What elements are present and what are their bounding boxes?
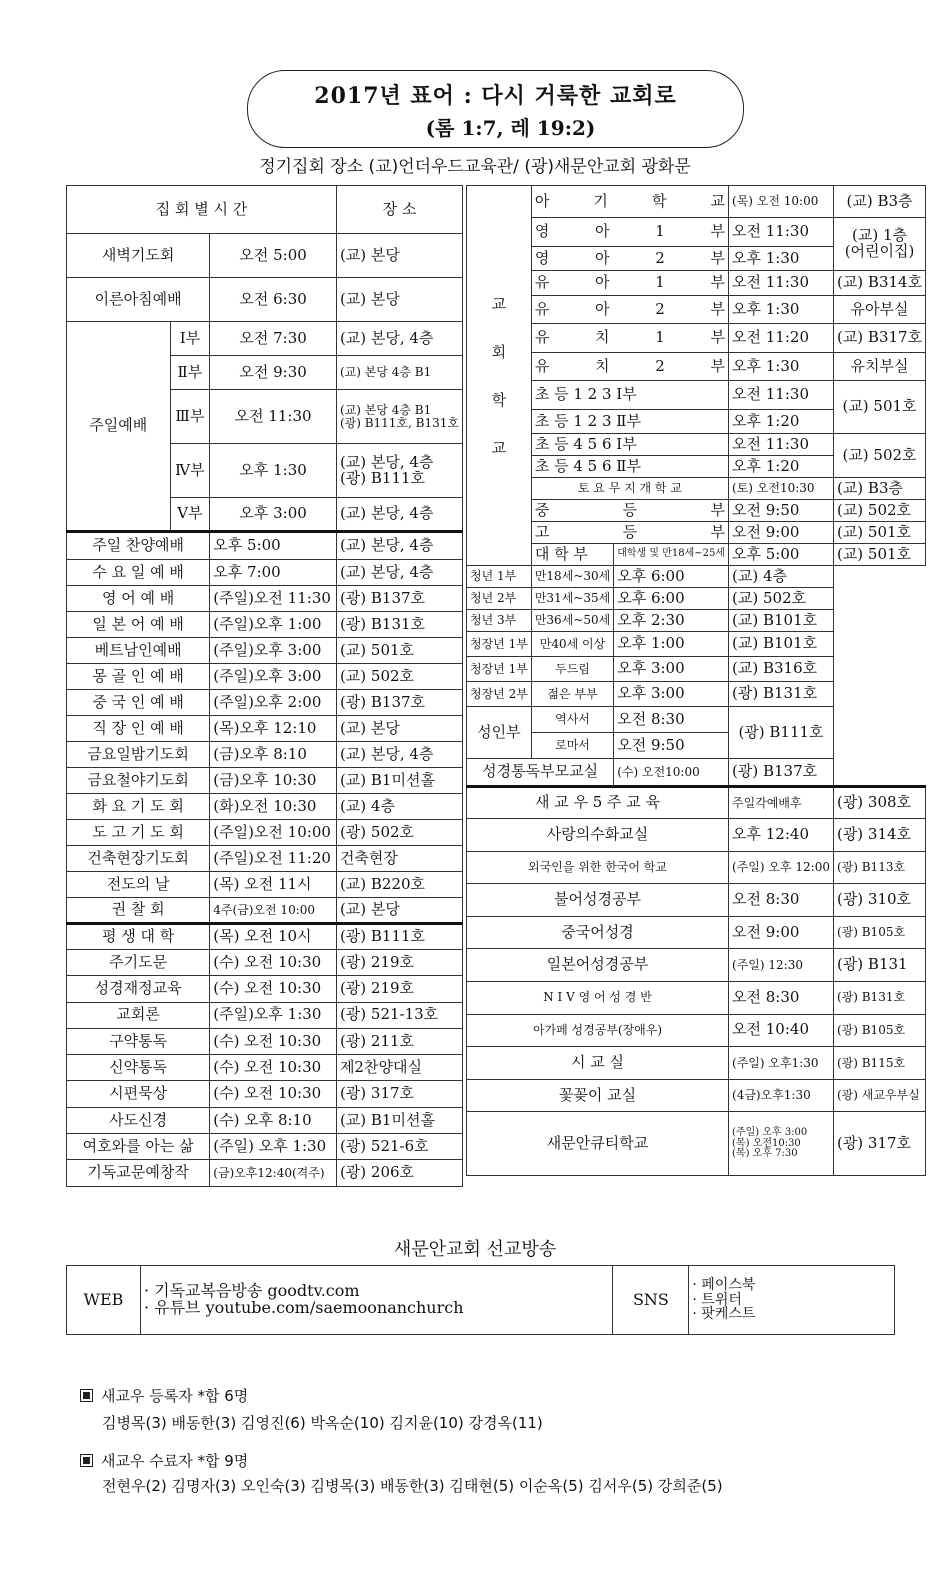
newcomer-time: 주일각예배후 <box>729 787 834 819</box>
web-goodtv[interactable]: · 기독교복음방송 goodtv.com <box>143 1281 360 1301</box>
elem-123-place: (교) 501호 <box>833 381 925 434</box>
sunday-service-name: 주일예배 <box>67 322 171 532</box>
newcomer-course: 새 교 우 5 주 교 육 <box>467 787 729 819</box>
class-name: 시 교 실 <box>467 1047 729 1080</box>
class-time: (수) 오전 10:30 <box>210 1055 337 1081</box>
class-time: 오전 10:40 <box>729 1014 834 1047</box>
kinder-2: 유 치 2 부 <box>531 353 728 381</box>
kinder-2-time: 오후 1:30 <box>729 353 834 381</box>
youth-place: (교) B316호 <box>729 657 834 682</box>
class-time: 오후 12:40 <box>729 819 834 852</box>
web-youtube[interactable]: · 유튜브 youtube.com/saemoonanchurch <box>143 1298 464 1317</box>
elem-123-1: 초 등 1 2 3 Ⅰ부 <box>531 381 728 410</box>
toddler-2: 유 아 2 부 <box>531 296 728 324</box>
meeting-time: (주일)오전 11:30 <box>210 586 337 612</box>
kinder-1: 유 치 1 부 <box>531 324 728 353</box>
newcomer-graduates <box>80 1450 723 1496</box>
class-place: (광) B115호 <box>833 1047 925 1080</box>
class-place: (광) B113호 <box>833 851 925 884</box>
meeting-name: 권 찰 회 <box>67 898 210 924</box>
class-place: (광) 310호 <box>833 884 925 917</box>
elem-123-1-time: 오전 11:30 <box>729 381 834 410</box>
elem-123-2-time: 오후 1:20 <box>729 410 834 434</box>
college-place: (교) 501호 <box>833 544 925 566</box>
toddler-1-place: (교) B314호 <box>833 271 925 296</box>
qt-school: 새문안큐티학교 <box>467 1112 729 1176</box>
parents-class: 성경통독부모교실 <box>467 759 614 787</box>
meeting-place: (교) 502호 <box>336 664 462 690</box>
college: 대 학 부 <box>531 544 613 566</box>
class-place: (광) B131호 <box>833 981 925 1014</box>
meeting-name: 몽 골 인 예 배 <box>67 664 210 690</box>
sunday-place-1: (교) 본당, 4층 <box>336 322 462 356</box>
youth-dept: 청년 3부 <box>467 610 532 632</box>
class-time: (목) 오전 10시 <box>210 924 337 950</box>
class-time: (수) 오후 8:10 <box>210 1107 337 1133</box>
class-time: 오전 8:30 <box>729 981 834 1014</box>
saturday-time: (토) 오전10:30 <box>729 478 834 500</box>
adult-dept: 성인부 <box>467 707 532 759</box>
meeting-place: (교) 501호 <box>336 638 462 664</box>
motto-title: 2017년 표어 : 다시 거룩한 교회로 <box>314 83 677 109</box>
meeting-place: (광) 502호 <box>336 820 462 846</box>
meeting-time: (목)오후 12:10 <box>210 716 337 742</box>
meeting-name: 주일 찬양예배 <box>67 532 210 560</box>
class-time: (주일) 오후1:30 <box>729 1047 834 1080</box>
high-time: 오전 9:00 <box>729 522 834 544</box>
toddler-1-time: 오전 11:30 <box>729 271 834 296</box>
meeting-time: (주일)오후 3:00 <box>210 664 337 690</box>
toddler-2-place: 유아부실 <box>833 296 925 324</box>
checkbox-square-icon <box>80 1454 93 1467</box>
baby-school: 아 기 학 교 <box>531 186 728 218</box>
class-time: (금)오후12:40(격주) <box>210 1160 337 1186</box>
youth-dept: 청년 1부 <box>467 566 532 588</box>
class-name: 성경재정교육 <box>67 976 210 1002</box>
kinder-1-place: (교) B317호 <box>833 324 925 353</box>
morning-time: 오전 6:30 <box>210 278 337 322</box>
class-name: 사도신경 <box>67 1107 210 1133</box>
class-name: 평 생 대 학 <box>67 924 210 950</box>
sunday-place-3a: (교) 본당 4층 B1 <box>339 402 432 417</box>
meeting-time: (화)오전 10:30 <box>210 794 337 820</box>
youth-time: 오후 3:00 <box>614 657 729 682</box>
elem-456-place: (교) 502호 <box>833 434 925 478</box>
youth-time: 오후 6:00 <box>614 566 729 588</box>
youth-dept: 청년 2부 <box>467 588 532 610</box>
class-time: (주일) 12:30 <box>729 949 834 982</box>
class-time: (수) 오전 10:30 <box>210 1028 337 1054</box>
meeting-time: (주일)오후 2:00 <box>210 690 337 716</box>
web-label: WEB <box>67 1266 141 1335</box>
infant-2-time: 오후 1:30 <box>729 247 834 271</box>
meeting-time: 4주(금)오전 10:00 <box>210 898 337 924</box>
meeting-time: (목) 오전 11시 <box>210 872 337 898</box>
elem-456-1: 초 등 4 5 6 Ⅰ부 <box>531 434 728 456</box>
meeting-place: (교) 본당 <box>336 716 462 742</box>
meeting-time: (주일)오후 1:00 <box>210 612 337 638</box>
meeting-place: (교) 본당, 4층 <box>336 742 462 768</box>
youth-time: 오후 3:00 <box>614 682 729 707</box>
elem-456-2-time: 오후 1:20 <box>729 456 834 478</box>
middle-place: (교) 502호 <box>833 500 925 522</box>
class-place: (광) B131 <box>833 949 925 982</box>
newcomer-registrants <box>80 1385 543 1433</box>
toddler-1: 유 아 1 부 <box>531 271 728 296</box>
meeting-place: (교) B220호 <box>336 872 462 898</box>
kinder-2-place: 유치부실 <box>833 353 925 381</box>
sunday-time-1: 오전 7:30 <box>210 322 337 356</box>
class-place: (광) 219호 <box>336 950 462 976</box>
venue-subtitle: 정기집회 장소 (교)언더우드교육관/ (광)새문안교회 광화문 <box>259 157 691 177</box>
class-place: (광) 314호 <box>833 819 925 852</box>
class-name: 사랑의수화교실 <box>467 819 729 852</box>
baby-place: (교) B3층 <box>833 186 925 218</box>
header-meeting: 집 회 별 시 간 <box>67 186 337 234</box>
meeting-place: (교) 본당 <box>336 898 462 924</box>
class-place: (광) 521-6호 <box>336 1134 462 1160</box>
class-time: (수) 오전 10:30 <box>210 1081 337 1107</box>
class-place: (광) B105호 <box>833 916 925 949</box>
college-time: 오후 5:00 <box>729 544 834 566</box>
meeting-time: 오후 7:00 <box>210 560 337 586</box>
class-name: 기독교문예창작 <box>67 1160 210 1186</box>
sunday-part-4: Ⅳ부 <box>170 444 210 498</box>
meeting-name: 영 어 예 배 <box>67 586 210 612</box>
class-place: (광) 219호 <box>336 976 462 1002</box>
meeting-place: (교) 본당, 4층 <box>336 560 462 586</box>
sunday-time-4: 오후 1:30 <box>210 444 337 498</box>
registrants-names: 김병목(3) 배동한(3) 김영진(6) 박옥순(10) 김지윤(10) 강경옥(11) <box>102 1414 543 1432</box>
middle-time: 오전 9:50 <box>729 500 834 522</box>
sunday-part-3: Ⅲ부 <box>170 390 210 444</box>
checkbox-square-icon <box>80 1389 93 1402</box>
adult-a: 역사서 <box>531 707 613 733</box>
saturday-school: 토 요 무 지 개 학 교 <box>531 478 728 500</box>
saturday-place: (교) B3층 <box>833 478 925 500</box>
sunday-place-4b: (광) B111호 <box>339 468 426 487</box>
youth-sub: 젊은 부부 <box>531 682 613 707</box>
youth-sub: 만40세 이상 <box>531 632 613 657</box>
dawn-time: 오전 5:00 <box>210 234 337 278</box>
kinder-1-time: 오전 11:20 <box>729 324 834 353</box>
infant-2: 영 아 2 부 <box>531 247 728 271</box>
class-name: 외국인을 위한 한국어 학교 <box>467 851 729 884</box>
broadcast-table <box>66 1265 895 1335</box>
class-place: (광) 새교우부실 <box>833 1079 925 1112</box>
youth-time: 오후 6:00 <box>614 588 729 610</box>
meeting-schedule-table <box>66 185 463 1187</box>
class-name: 시편묵상 <box>67 1081 210 1107</box>
meeting-place: (광) B131호 <box>336 612 462 638</box>
class-place: (광) 211호 <box>336 1028 462 1054</box>
infant-1: 영 아 1 부 <box>531 218 728 247</box>
sns-label: SNS <box>613 1266 689 1335</box>
sns-facebook[interactable]: · 페이스북 <box>692 1276 756 1293</box>
meeting-place: 건축현장 <box>336 846 462 872</box>
youth-sub: 만31세~35세 <box>531 588 613 610</box>
elem-123-2: 초 등 1 2 3 Ⅱ부 <box>531 410 728 434</box>
sunday-part-2: Ⅱ부 <box>170 356 210 390</box>
youth-sub: 두드림 <box>531 657 613 682</box>
youth-place: (교) 4층 <box>729 566 834 588</box>
meeting-place: (교) 본당, 4층 <box>336 532 462 560</box>
youth-place: (교) B101호 <box>729 632 834 657</box>
meeting-place: (광) B137호 <box>336 586 462 612</box>
class-time: (4금)오후1:30 <box>729 1079 834 1112</box>
sunday-time-2: 오전 9:30 <box>210 356 337 390</box>
elem-456-1-time: 오전 11:30 <box>729 434 834 456</box>
adult-b: 로마서 <box>531 733 613 759</box>
class-name: 아가페 성경공부(장애우) <box>467 1014 729 1047</box>
meeting-name: 도 고 기 도 회 <box>67 820 210 846</box>
morning-name: 이른아침예배 <box>67 278 210 322</box>
qt-place: (광) 317호 <box>833 1112 925 1176</box>
class-time: 오전 9:00 <box>729 916 834 949</box>
meeting-name: 베트남인예배 <box>67 638 210 664</box>
meeting-name: 수 요 일 예 배 <box>67 560 210 586</box>
qt-times: (주일) 오후 3:00 (목) 오전10:30 (목) 오후 7:30 <box>729 1112 834 1176</box>
meeting-time: 오후 5:00 <box>210 532 337 560</box>
school-schedule-table <box>466 185 926 1176</box>
sunday-place-4a: (교) 본당, 4층 <box>339 452 434 471</box>
class-time: (주일) 오후 1:30 <box>210 1134 337 1160</box>
middle-school: 중 등 부 <box>531 500 728 522</box>
class-place: 제2찬양대실 <box>336 1055 462 1081</box>
meeting-name: 금요철야기도회 <box>67 768 210 794</box>
dawn-place: (교) 본당 <box>336 234 462 278</box>
youth-sub: 만36세~50세 <box>531 610 613 632</box>
meeting-name: 금요일밤기도회 <box>67 742 210 768</box>
class-time: (주일)오후 1:30 <box>210 1002 337 1028</box>
sunday-place-3b: (광) B111호, B131호 <box>339 415 459 430</box>
sunday-place-5: (교) 본당, 4층 <box>336 498 462 532</box>
sunday-time-3: 오전 11:30 <box>210 390 337 444</box>
meeting-name: 중 국 인 예 배 <box>67 690 210 716</box>
sunday-place-2: (교) 본당 4층 B1 <box>336 356 462 390</box>
youth-sub: 만18세~30세 <box>531 566 613 588</box>
sunday-time-5: 오후 3:00 <box>210 498 337 532</box>
registrants-title: 새교우 등록자 *합 6명 <box>101 1387 249 1405</box>
baby-time: (목) 오전 10:00 <box>729 186 834 218</box>
graduates-title: 새교우 수료자 *합 9명 <box>101 1452 249 1470</box>
infant-place: (교) 1층 (어린이집) <box>833 218 925 271</box>
meeting-name: 전도의 날 <box>67 872 210 898</box>
meeting-time: (주일)오전 10:00 <box>210 820 337 846</box>
parents-place: (광) B137호 <box>729 759 834 787</box>
dawn-name: 새벽기도회 <box>67 234 210 278</box>
class-place: (광) B111호 <box>336 924 462 950</box>
class-name: N I V 영 어 성 경 반 <box>467 981 729 1014</box>
header-place: 장 소 <box>336 186 462 234</box>
meeting-place: (교) 4층 <box>336 794 462 820</box>
sunday-part-1: Ⅰ부 <box>170 322 210 356</box>
class-name: 불어성경공부 <box>467 884 729 917</box>
high-place: (교) 501호 <box>833 522 925 544</box>
class-name: 교회론 <box>67 1002 210 1028</box>
class-name: 구약통독 <box>67 1028 210 1054</box>
morning-place: (교) 본당 <box>336 278 462 322</box>
broadcast-title: 새문안교회 선교방송 <box>393 1239 557 1260</box>
class-time: (주일) 오후 12:00 <box>729 851 834 884</box>
class-time: (수) 오전 10:30 <box>210 950 337 976</box>
class-name: 꽃꽂이 교실 <box>467 1079 729 1112</box>
youth-dept: 청장년 1부 <box>467 657 532 682</box>
class-place: (광) 521-13호 <box>336 1002 462 1028</box>
class-place: (광) 317호 <box>336 1081 462 1107</box>
meeting-time: (금)오후 8:10 <box>210 742 337 768</box>
adult-a-time: 오전 8:30 <box>614 707 729 733</box>
class-time: (수) 오전 10:30 <box>210 976 337 1002</box>
meeting-place: (광) B137호 <box>336 690 462 716</box>
class-name: 주기도문 <box>67 950 210 976</box>
meeting-place: (교) B1미션홀 <box>336 768 462 794</box>
youth-place: (광) B131호 <box>729 682 834 707</box>
infant-1-time: 오전 11:30 <box>729 218 834 247</box>
meeting-name: 화 요 기 도 회 <box>67 794 210 820</box>
class-name: 일본어성경공부 <box>467 949 729 982</box>
motto-verse: (롬 1:7, 레 19:2) <box>425 116 596 140</box>
class-name: 여호와를 아는 삶 <box>67 1134 210 1160</box>
class-place: (교) B1미션홀 <box>336 1107 462 1133</box>
toddler-2-time: 오후 1:30 <box>729 296 834 324</box>
high-school: 고 등 부 <box>531 522 728 544</box>
youth-time: 오후 1:00 <box>614 632 729 657</box>
church-school-label: 교 회 학 교 <box>467 186 532 566</box>
meeting-name: 직 장 인 예 배 <box>67 716 210 742</box>
youth-place: (교) 502호 <box>729 588 834 610</box>
class-place: (광) B105호 <box>833 1014 925 1047</box>
newcomer-place: (광) 308호 <box>833 787 925 819</box>
class-name: 중국어성경 <box>467 916 729 949</box>
graduates-names: 전현우(2) 김명자(3) 오인숙(3) 김병목(3) 배동한(3) 김태현(5) 이순옥(5) 김서우(5) 강희준(5) <box>102 1477 723 1495</box>
class-name: 신약통독 <box>67 1055 210 1081</box>
meeting-time: (주일)오후 3:00 <box>210 638 337 664</box>
meeting-time: (주일)오전 11:20 <box>210 846 337 872</box>
college-sub: 대학생 및 만18세~25세 <box>614 544 729 566</box>
meeting-name: 일 본 어 예 배 <box>67 612 210 638</box>
class-place: (광) 206호 <box>336 1160 462 1186</box>
meeting-name: 건축현장기도회 <box>67 846 210 872</box>
sns-podcast[interactable]: · 팟케스트 <box>692 1306 756 1323</box>
sunday-part-5: Ⅴ부 <box>170 498 210 532</box>
adult-place: (광) B111호 <box>729 707 834 759</box>
adult-b-time: 오전 9:50 <box>614 733 729 759</box>
motto-banner <box>247 70 744 148</box>
class-time: 오전 8:30 <box>729 884 834 917</box>
youth-place: (교) B101호 <box>729 610 834 632</box>
meeting-time: (금)오후 10:30 <box>210 768 337 794</box>
youth-dept: 청장년 2부 <box>467 682 532 707</box>
elem-456-2: 초 등 4 5 6 Ⅱ부 <box>531 456 728 478</box>
youth-dept: 청장년 1부 <box>467 632 532 657</box>
parents-time: (수) 오전10:00 <box>614 759 729 787</box>
sns-twitter[interactable]: · 트위터 <box>692 1291 742 1308</box>
youth-time: 오후 2:30 <box>614 610 729 632</box>
